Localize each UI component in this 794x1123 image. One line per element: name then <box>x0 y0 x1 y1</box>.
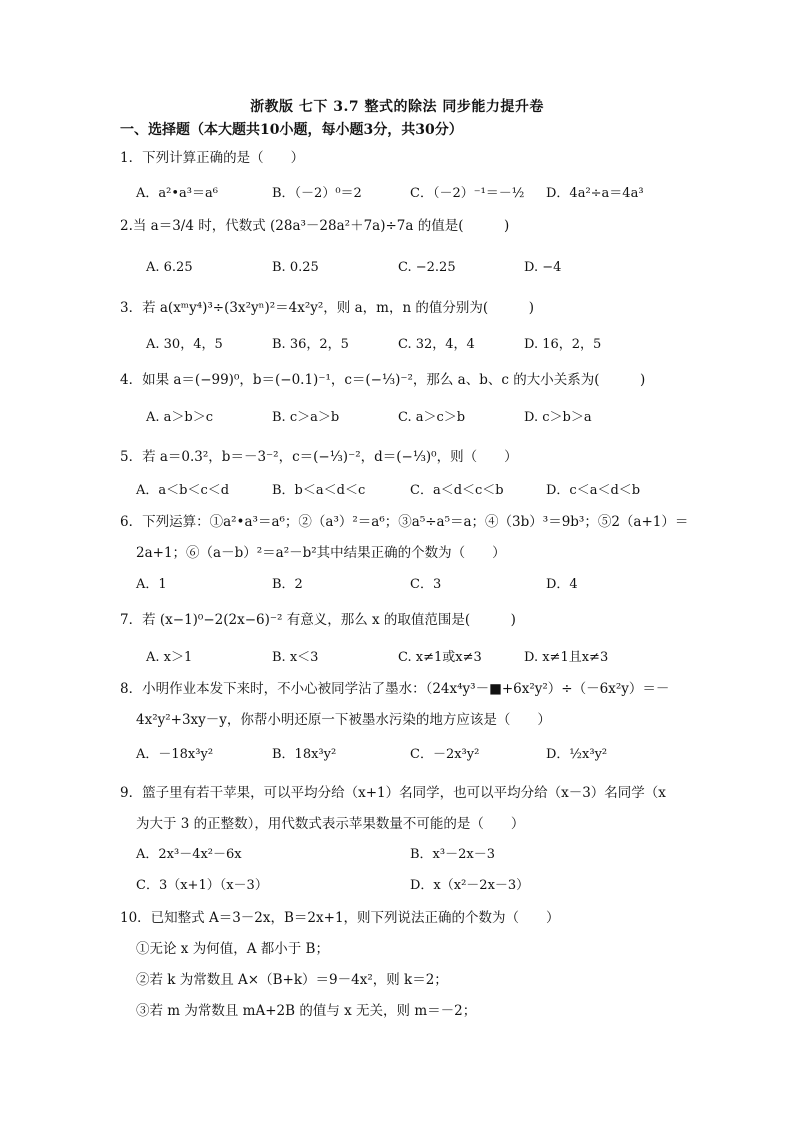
q1-option-d: D．4a²÷a＝4a³ <box>546 186 644 201</box>
q7-option-d: D. x≠1且x≠3 <box>524 650 609 665</box>
question-8-stem-cont: 4x²y²+3xy－y，你帮小明还原一下被墨水污染的地方应该是（ ） <box>136 712 551 728</box>
q8-option-a: A．－18x³y² <box>136 747 214 762</box>
q6-option-d: D．4 <box>546 577 578 592</box>
q6-option-a: A．1 <box>136 577 167 592</box>
question-6-stem-cont: 2a+1；⑥（a－b）²＝a²－b²其中结果正确的个数为（ ） <box>136 545 506 561</box>
question-4-stem: 4．如果 a＝(−99)⁰，b＝(−0.1)⁻¹，c＝(−⅓)⁻²，那么 a、b、c 的大小关系为( ) <box>120 372 646 388</box>
q4-option-a: A. a＞b＞c <box>146 410 214 425</box>
question-3-stem: 3．若 a(xᵐy⁴)³÷(3x²yⁿ)²＝4x²y²，则 a，m，n 的值分别为( ) <box>120 300 534 316</box>
q6-option-b: B．2 <box>272 577 303 592</box>
q1-option-c: C．（－2）⁻¹＝－½ <box>410 186 525 201</box>
q3-option-c: C. 32，4，4 <box>398 337 475 352</box>
question-5-stem: 5．若 a＝0.3²，b＝－3⁻²，c＝(−⅓)⁻²，d＝(−⅓)⁰，则（ ） <box>120 449 518 465</box>
q5-option-a: A．a＜b＜c＜d <box>136 483 230 498</box>
question-9-stem: 9．篮子里有若干苹果，可以平均分给（x+1）名同学，也可以平均分给（x－3）名同学（x <box>120 785 666 801</box>
question-8-stem: 8．小明作业本发下来时，不小心被同学沾了墨水：（24x⁴y³－■+6x²y²）÷（－6x²y）＝－ <box>120 681 670 697</box>
question-1-stem: 1．下列计算正确的是（ ） <box>120 150 305 166</box>
q4-option-b: B. c＞a＞b <box>272 410 340 425</box>
q3-option-b: B. 36，2，5 <box>272 337 349 352</box>
q8-option-b: B．18x³y² <box>272 747 337 762</box>
q2-option-c: C. −2.25 <box>398 260 456 275</box>
q2-option-a: A. 6.25 <box>146 260 193 275</box>
q10-statement-2: ②若 k 为常数且 A×（B+k）＝9－4x²，则 k＝2； <box>136 972 448 988</box>
q5-option-b: B．b＜a＜d＜c <box>272 483 366 498</box>
q3-option-a: A. 30，4，5 <box>146 337 223 352</box>
q4-option-d: D. c＞b＞a <box>524 410 592 425</box>
question-6-stem: 6．下列运算：①a²•a³＝a⁶；②（a³）²＝a⁶；③a⁵÷a⁵＝a；④（3b）³＝9b³；⑤2（a+1）＝ <box>120 514 689 530</box>
q9-option-a: A．2x³－4x²－6x <box>136 847 242 862</box>
q1-option-a: A．a²•a³＝a⁶ <box>136 186 218 201</box>
q2-option-b: B. 0.25 <box>272 260 319 275</box>
q3-option-d: D. 16，2，5 <box>524 337 602 352</box>
q7-option-a: A. x＞1 <box>146 650 193 665</box>
page-title: 浙教版 七下 3.7 整式的除法 同步能力提升卷 <box>250 99 544 115</box>
q8-option-c: C．－2x³y² <box>410 747 480 762</box>
q8-option-d: D．½x³y² <box>546 747 608 762</box>
q10-statement-1: ①无论 x 为何值，A 都小于 B； <box>136 941 329 957</box>
q5-option-d: D．c＜a＜d＜b <box>546 483 641 498</box>
question-9-stem-cont: 为大于 3 的正整数），用代数式表示苹果数量不可能的是（ ） <box>136 816 525 832</box>
q1-option-b: B．（－2）⁰＝2 <box>272 186 362 201</box>
q9-option-c: C．3（x+1）（x－3） <box>136 878 268 893</box>
section-heading: 一、选择题（本大题共10小题，每小题3分，共30分） <box>120 122 463 138</box>
q9-option-b: B．x³－2x－3 <box>410 847 495 862</box>
q2-option-d: D. −4 <box>524 260 562 275</box>
q9-option-d: D．x（x²－2x－3） <box>410 878 530 893</box>
question-10-stem: 10．已知整式 A＝3－2x，B＝2x+1，则下列说法正确的个数为（ ） <box>120 910 560 926</box>
q7-option-c: C. x≠1或x≠3 <box>398 650 482 665</box>
q10-statement-3: ③若 m 为常数且 mA+2B 的值与 x 无关，则 m＝－2； <box>136 1003 477 1019</box>
q7-option-b: B. x＜3 <box>272 650 319 665</box>
question-2-stem: 2.当 a＝3/4 时，代数式 (28a³－28a²＋7a)÷7a 的值是( ) <box>120 218 510 234</box>
q4-option-c: C. a＞c＞b <box>398 410 466 425</box>
q5-option-c: C．a＜d＜c＜b <box>410 483 504 498</box>
q6-option-c: C．3 <box>410 577 442 592</box>
question-7-stem: 7．若 (x−1)⁰−2(2x−6)⁻² 有意义，那么 x 的取值范围是( ) <box>120 612 516 628</box>
